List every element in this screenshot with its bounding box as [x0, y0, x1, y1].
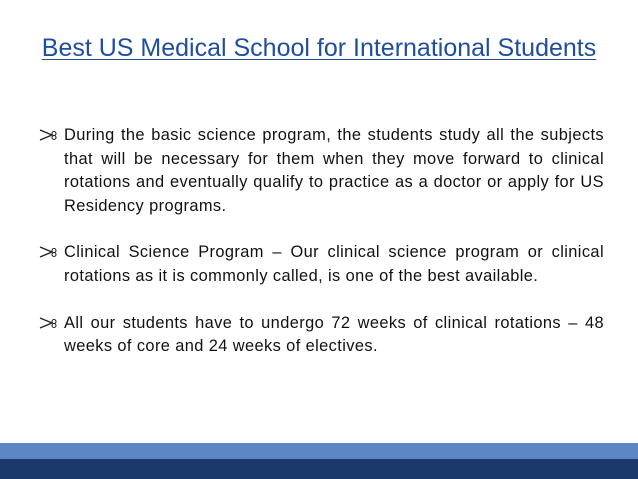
- scissors-bullet-icon: [38, 242, 58, 262]
- slide-title: Best US Medical School for International Students: [41, 34, 597, 62]
- footer-bar-light: [0, 443, 638, 459]
- bullet-item: [38, 312, 604, 359]
- bullet-text: All our students have to undergo 72 weeks of clinical rotations – 48 weeks of core and 24 weeks of electives.: [64, 313, 604, 356]
- bullet-item: [38, 241, 604, 288]
- bullet-text: During the basic science program, the students study all the subjects that will be necessary for them when they move forward to clinical rotations and eventually qualify to practice as a doctor or apply for US Residency programs.: [64, 126, 604, 215]
- scissors-bullet-icon: [38, 125, 58, 145]
- bullet-item: [38, 124, 604, 218]
- bullet-list: [38, 124, 604, 359]
- footer-bar-dark: [0, 459, 638, 479]
- scissors-bullet-icon: [38, 313, 58, 333]
- bullet-text: Clinical Science Program – Our clinical science program or clinical rotations as it is commonly called, is one of the best available.: [64, 243, 604, 285]
